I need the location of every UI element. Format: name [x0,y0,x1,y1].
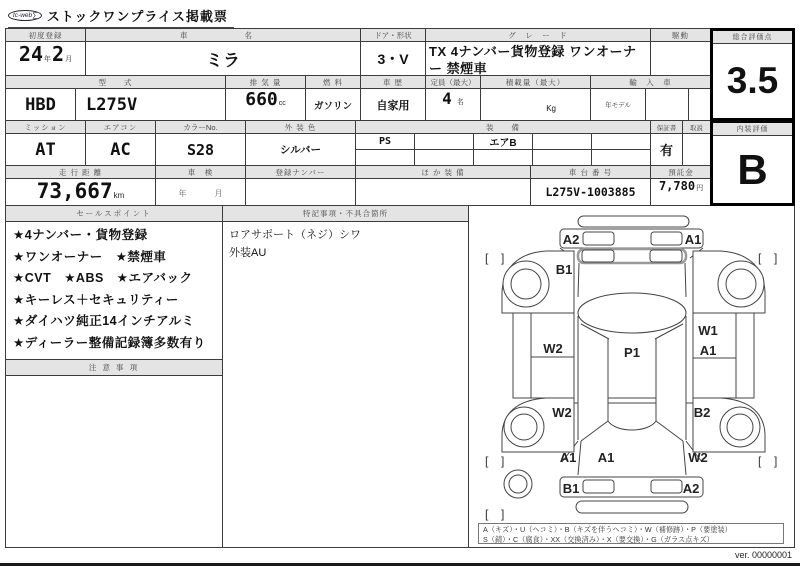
bracket-mark: ] [774,454,778,468]
field-color-no-label: カラーNo. [156,121,245,134]
equipment-cell [592,150,650,165]
sales-point-item: ★4ナンバー・貨物登録 [13,228,148,242]
equipment-cell [533,134,592,149]
damage-label-rear-fender-right: B2 [693,405,711,420]
field-deposit-label: 預託金 [651,166,711,179]
field-load-unit: Kg [546,104,556,113]
field-capacity-label: 定員（最大） [426,76,480,89]
field-chassis-no-value: L275V-1003885 [545,185,636,199]
damage-label-rear-fender-left: W2 [552,405,572,420]
diagram-section [468,205,795,548]
equipment-cell [356,150,415,165]
field-history [360,75,426,121]
field-displacement-unit: cc [278,100,286,107]
bracket-mark: ] [501,251,505,265]
equipment-cell [415,150,474,165]
equipment-grid [356,134,650,165]
field-door-shape [360,28,426,76]
equipment-cell: PS [356,134,415,149]
damage-legend [478,523,784,544]
field-import-year-model: 年モデル [605,102,631,109]
field-car-name-label: 車 名 [86,29,360,42]
field-body-color [245,120,356,166]
field-manual-label: 取説 [683,121,710,134]
equipment-cell [474,150,533,165]
damage-label-front-left: A2 [562,232,580,247]
field-equipment-label: 装 備 [356,121,650,134]
field-fuel-label: 燃 料 [306,76,360,89]
field-other-equipment-value [356,179,530,205]
field-mileage [5,165,156,206]
field-fuel-value: ガソリン [313,100,352,112]
bracket-mark: [ [485,454,489,468]
field-door-shape-value: 3・V [377,50,409,67]
field-model-code [5,75,226,121]
field-capacity [425,75,481,121]
sheet-header [8,6,234,28]
field-color-no [155,120,246,166]
remark-line: ロアサポート（ネジ）シワ [229,229,361,241]
field-manual-value [683,134,710,165]
equipment-cell: エアB [474,134,533,149]
field-import-sub2 [688,89,710,120]
remarks-content [223,222,468,266]
field-history-value: 自家用 [376,99,410,112]
field-model-prefix: HBD [6,89,76,120]
sales-points-section [5,205,223,548]
field-equipment [355,120,651,166]
damage-label-front-fender-left: B1 [555,262,573,277]
field-capacity-value: 4 [442,89,452,108]
field-car-name-value: ミラ [206,51,240,70]
overall-score-label: 総合評価点 [713,31,792,44]
field-displacement-value: 660 [245,89,278,110]
field-first-registration-value: 24 年 2 月 [18,42,73,66]
bracket-mark: [ [485,507,489,521]
field-warranty-value: 有 [659,143,673,158]
overall-score-value: 3.5 [726,60,779,101]
field-chassis-no [530,165,651,206]
field-inspection-year: 年 [178,189,187,198]
damage-label-side-right-2: A1 [699,343,717,358]
field-history-label: 車 歴 [361,76,425,89]
field-model-code-label: 型 式 [6,76,225,89]
bracket-mark: ] [774,251,778,265]
field-reg-number-value [246,179,355,205]
interior-grade-box [710,120,795,206]
field-import-car-label: 輸 入 車 [591,76,710,89]
interior-grade-label: 内装評価 [713,123,792,136]
field-warranty-label: 保証書 [651,121,682,134]
field-grade [425,28,651,76]
field-aircon [85,120,156,166]
field-mission-label: ミッション [6,121,85,134]
field-chassis-no-label: 車 台 番 号 [531,166,650,179]
field-mileage-value: 73,667 [36,179,113,203]
sales-point-item: ★ディーラー整備記録簿多数有り [13,335,206,350]
field-color-no-value: S28 [186,140,215,159]
bracket-mark: [ [758,454,762,468]
remarks-section [222,205,469,548]
field-mileage-label: 走 行 距 離 [6,166,155,179]
field-load-label: 積載量（最大） [481,76,590,89]
field-manual [682,120,711,166]
interior-grade-value: B [737,145,768,193]
bracket-mark: [ [758,251,762,265]
field-door-shape-label: ドア・形状 [361,29,425,42]
remarks-label: 特記事項・不具合箇所 [223,206,468,222]
field-other-equipment [355,165,531,206]
damage-label-roof: P1 [624,345,640,360]
field-grade-value: TX 4ナンバー貨物登録 ワンオーナー 禁煙車 [429,44,637,75]
sales-point-item: ★ワンオーナー ★禁煙車 [13,249,167,264]
field-mission-value: AT [35,139,56,160]
field-inspection-label: 車 検 [156,166,245,179]
sales-point-item: ★CVT ★ABS ★エアバック [13,271,193,285]
field-mileage-unit: km [113,191,125,200]
tc-web-logo: tc-web∑ [8,10,42,21]
sales-points-list [6,222,222,359]
sheet-title: ストックワンプライス掲載票 [46,9,228,24]
field-import-sub1 [645,89,688,120]
damage-label-rear-left-1: A1 [559,450,577,465]
field-deposit-unit: 円 [696,185,704,192]
damage-label-rear-right: W2 [688,450,708,465]
equipment-cell [533,150,592,165]
equipment-cell [415,134,474,149]
notes-content [6,376,222,547]
field-load [480,75,591,121]
field-mission [5,120,86,166]
sales-points-label: セールスポイント [6,206,222,222]
remark-line: 外装AU [229,247,267,259]
field-import-car [590,75,711,121]
field-drive-label: 駆動 [651,29,710,42]
field-deposit-value: 7,780 [658,179,696,193]
field-first-registration-label: 初度登録 [6,29,85,42]
damage-legend-line1: A（キズ）・U（ヘコミ）・B（キズを伴うヘコミ）・W（補修跡）・P（要塗装） [483,525,732,534]
damage-legend-line2: S（錆）・C（腐食）・XX（交換済み）・X（要交換）・G（ガラス点キズ） [483,535,714,544]
damage-label-side-right-1: W1 [698,323,718,338]
field-other-equipment-label: ほ か 装 備 [356,166,530,179]
notes-label: 注 意 事 項 [6,359,222,376]
field-car-name [85,28,361,76]
bracket-mark: ] [501,507,505,521]
overall-score-box [710,28,795,121]
field-body-color-label: 外 装 色 [246,121,355,134]
damage-label-rear-left-2: A1 [597,450,615,465]
bracket-mark: ] [501,454,505,468]
field-fuel [305,75,361,121]
field-deposit [650,165,712,206]
field-displacement-label: 排 気 量 [226,76,305,89]
field-aircon-label: エアコン [86,121,155,134]
damage-label-rear-panel-left: B1 [562,481,580,496]
field-body-color-value: シルバー [279,144,321,156]
field-model-value: L275V [86,94,138,115]
field-warranty [650,120,683,166]
damage-label-side-left: W2 [543,341,563,356]
field-first-registration [5,28,86,76]
field-reg-number [245,165,356,206]
field-reg-number-label: 登録ナンバー [246,166,355,179]
field-grade-label: グ レ ー ド [426,29,650,42]
damage-label-front-right: A1 [684,232,702,247]
field-inspection [155,165,246,206]
bracket-mark: [ [485,251,489,265]
field-capacity-unit: 名 [456,99,464,106]
sales-point-item: ★キーレス＋セキュリティー [13,292,179,307]
equipment-cell [592,134,650,149]
version-text: ver. 00000001 [734,550,792,560]
field-displacement [225,75,306,121]
field-drive [650,28,711,76]
field-drive-value [651,42,710,75]
field-aircon-value: AC [110,139,131,160]
damage-label-rear-panel-right: A2 [682,481,700,496]
car-damage-diagram [469,206,794,522]
sales-point-item: ★ダイハツ純正14インチアルミ [13,314,195,328]
field-inspection-month: 月 [214,189,223,198]
